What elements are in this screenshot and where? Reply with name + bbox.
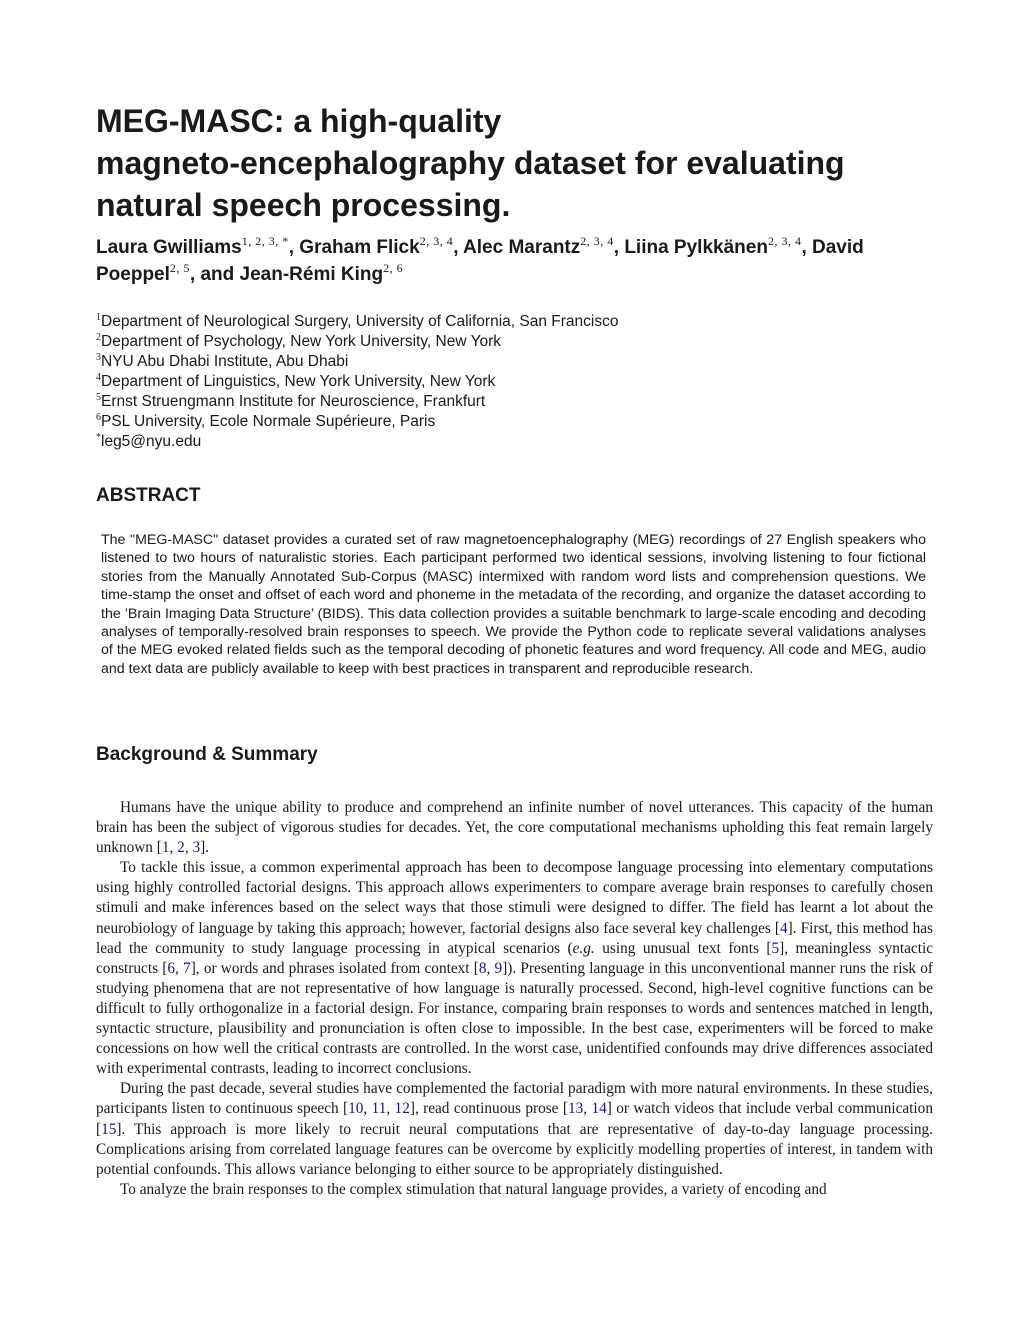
citation-link[interactable]: 10 xyxy=(348,1100,364,1118)
author-name: Laura Gwilliams xyxy=(96,237,242,258)
background-heading: Background & Summary xyxy=(96,744,318,765)
citation-separator: , xyxy=(363,1100,372,1118)
author-affiliation-marker: 1, 2, 3, * xyxy=(241,234,289,248)
citation-link[interactable]: 13 xyxy=(567,1100,584,1118)
abstract-heading: ABSTRACT xyxy=(96,485,201,506)
affiliation-marker: 6 xyxy=(96,412,101,423)
affiliation-marker: 4 xyxy=(96,372,101,383)
citation-link[interactable]: 2 xyxy=(177,839,185,857)
citation-link[interactable]: 9 xyxy=(494,959,503,977)
paragraph-text: ]. This approach is more likely to recruit neural computations that are representative of day-to-day language processing. Complications arising from correlated language features can be overcome by explicitly modelling properties of interest, in tandem with potential confounds. This allows variance belonging to either source to be appropriately distinguished. xyxy=(96,1120,933,1178)
author-affiliation-marker: 2, 5 xyxy=(169,261,190,275)
citation-separator: , xyxy=(386,1100,395,1118)
emphasis-text: e.g. xyxy=(572,939,595,957)
affiliation-text: NYU Abu Dhabi Institute, Abu Dhabi xyxy=(101,353,349,370)
paragraph-text: To tackle this issue, a common experimental approach has been to decompose language processing into elementary computations using highly controlled factorial designs. This approach allows experimenters to compare average brain responses to carefully chosen stimuli and make inferences based on the select ways that those stimuli were designed to differ. The field has learnt a lot about the neurobiology of language by taking this approach; however, factorial designs also face several key challenges [ xyxy=(96,859,933,937)
affiliation-list xyxy=(96,312,936,452)
citation-separator: , xyxy=(169,839,178,857)
paragraph-text: Humans have the unique ability to produce and comprehend an infinite number of novel utterances. This capacity of the human brain has been the subject of vigorous studies for decades. Yet, the core computational mechanisms upholding this feat remain largely unknown [ xyxy=(96,799,933,857)
affiliation-item xyxy=(96,432,936,452)
paragraph-text: During the past decade, several studies have complemented the factorial paradigm with more natural environments. In these studies, participants listen to continuous speech [ xyxy=(96,1080,933,1118)
citation-link[interactable]: 8 xyxy=(478,959,487,977)
author-name: Liina Pylkkänen xyxy=(624,237,768,258)
title-line: magneto-encephalography dataset for evaluating xyxy=(96,145,845,181)
citation-link[interactable]: 4 xyxy=(779,919,788,937)
citation-link[interactable]: 14 xyxy=(591,1100,607,1118)
citation-link[interactable]: 12 xyxy=(394,1100,410,1118)
author-separator: , xyxy=(613,237,625,258)
affiliation-text: Department of Psychology, New York University, New York xyxy=(101,333,502,350)
paper-title xyxy=(96,100,936,226)
affiliation-item xyxy=(96,412,936,432)
paragraph-text: ], read continuous prose [ xyxy=(409,1100,568,1118)
citation-link[interactable]: 1 xyxy=(161,839,170,857)
affiliation-text: Ernst Struengmann Institute for Neuroscience, Frankfurt xyxy=(101,393,486,410)
affiliation-item xyxy=(96,332,936,352)
paragraph-text: ]). Presenting language in this unconventional manner runs the risk of studying phenomena that are not representative of how language is naturally processed. Second, high-level cognitive functions can be difficult to fully orthogonalize in a factorial design. For instance, comparing brain responses to words and sentences matched in length, syntactic structure, plausibility and pronunciation is often close to impossible. In the best case, experimenters will be forced to make concessions on how well the critical contrasts are controlled. In the worst case, unidentified confounds may drive differences associated with experimental contrasts, leading to incorrect conclusions. xyxy=(96,959,934,1078)
affiliation-item xyxy=(96,312,936,332)
paragraph-text: ], meaningless syntactic constructs [ xyxy=(96,939,934,977)
author-separator: , xyxy=(453,237,464,258)
body-paragraph xyxy=(96,1180,933,1200)
title-line: MEG-MASC: a high-quality xyxy=(96,103,502,139)
citation-link[interactable]: 6 xyxy=(167,959,175,977)
affiliation-item xyxy=(96,352,936,372)
paragraph-text: To analyze the brain responses to the complex stimulation that natural language provides, a variety of encoding and xyxy=(120,1180,827,1198)
abstract-text: The "MEG-MASC" dataset provides a curated set of raw magnetoencephalography (MEG) recordings of 27 English speakers who listened to two hours of naturalistic stories. Each participant performed two identical sessions, involving listening to four fictional stories from the Manually Annotated Sub-Corpus (MASC) intermixed with random word lists and comprehension questions. We time-stamp the onset and offset of each word and phoneme in the metadata of the recording, and organize the dataset according to the ’Brain Imaging Data Structure’ (BIDS). This data collection provides a suitable benchmark to large-scale encoding and decoding analyses of temporally-resolved brain responses to speech. We provide the Python code to replicate several validations analyses of the MEG evoked related fields such as the temporal decoding of phonetic features and word frequency. All code and MEG, audio and text data are publicly available to keep with best practices in transparent and reproducible research. xyxy=(101,532,926,677)
affiliation-marker: 3 xyxy=(96,352,101,363)
affiliation-text: PSL University, Ecole Normale Supérieure, Paris xyxy=(101,413,436,430)
affiliation-item xyxy=(96,392,936,412)
paragraph-text: ]. xyxy=(200,839,210,857)
background-section xyxy=(96,798,933,1200)
author-name: Alec Marantz xyxy=(463,237,581,258)
affiliation-marker: 1 xyxy=(96,312,101,323)
corresponding-marker: * xyxy=(96,432,101,443)
citation-separator: , xyxy=(583,1100,592,1118)
body-paragraph xyxy=(96,858,933,1079)
author-affiliation-marker: 2, 3, 4 xyxy=(580,234,614,248)
affiliation-marker: 2 xyxy=(96,332,101,343)
author-name: Jean-Rémi King xyxy=(239,264,384,285)
paragraph-text: ], or words and phrases isolated from context [ xyxy=(190,959,479,977)
affiliation-item xyxy=(96,372,936,392)
affiliation-text: Department of Neurological Surgery, University of California, San Francisco xyxy=(101,313,619,330)
citation-link[interactable]: 15 xyxy=(101,1120,117,1138)
author-separator: , and xyxy=(189,264,240,285)
author-separator: , xyxy=(288,237,300,258)
author-name: Graham Flick xyxy=(299,237,420,258)
author-affiliation-marker: 2, 6 xyxy=(383,261,404,275)
paragraph-text: using unusual text fonts [ xyxy=(594,939,772,957)
citation-link[interactable]: 11 xyxy=(371,1100,387,1118)
affiliation-marker: 5 xyxy=(96,392,101,403)
citation-link[interactable]: 7 xyxy=(183,959,191,977)
citation-separator: , xyxy=(486,959,495,977)
corresponding-email: leg5@nyu.edu xyxy=(101,433,202,450)
author-affiliation-marker: 2, 3, 4 xyxy=(767,234,802,248)
citation-separator: , xyxy=(184,839,193,857)
author-name: David Poeppel xyxy=(96,237,864,285)
paragraph-text: ] or watch videos that include verbal communication [ xyxy=(96,1100,933,1138)
paragraph-text: ]. First, this method has lead the community to study language processing in atypical scenarios ( xyxy=(96,919,933,957)
author-separator: , xyxy=(801,237,812,258)
author-list xyxy=(96,234,936,288)
body-paragraph xyxy=(96,798,933,858)
body-paragraph xyxy=(96,1079,933,1179)
citation-separator: , xyxy=(175,959,184,977)
author-affiliation-marker: 2, 3, 4 xyxy=(419,234,454,248)
affiliation-text: Department of Linguistics, New York University, New York xyxy=(101,373,496,390)
citation-link[interactable]: 3 xyxy=(192,839,201,857)
title-line: natural speech processing. xyxy=(96,187,511,223)
citation-link[interactable]: 5 xyxy=(771,939,780,957)
